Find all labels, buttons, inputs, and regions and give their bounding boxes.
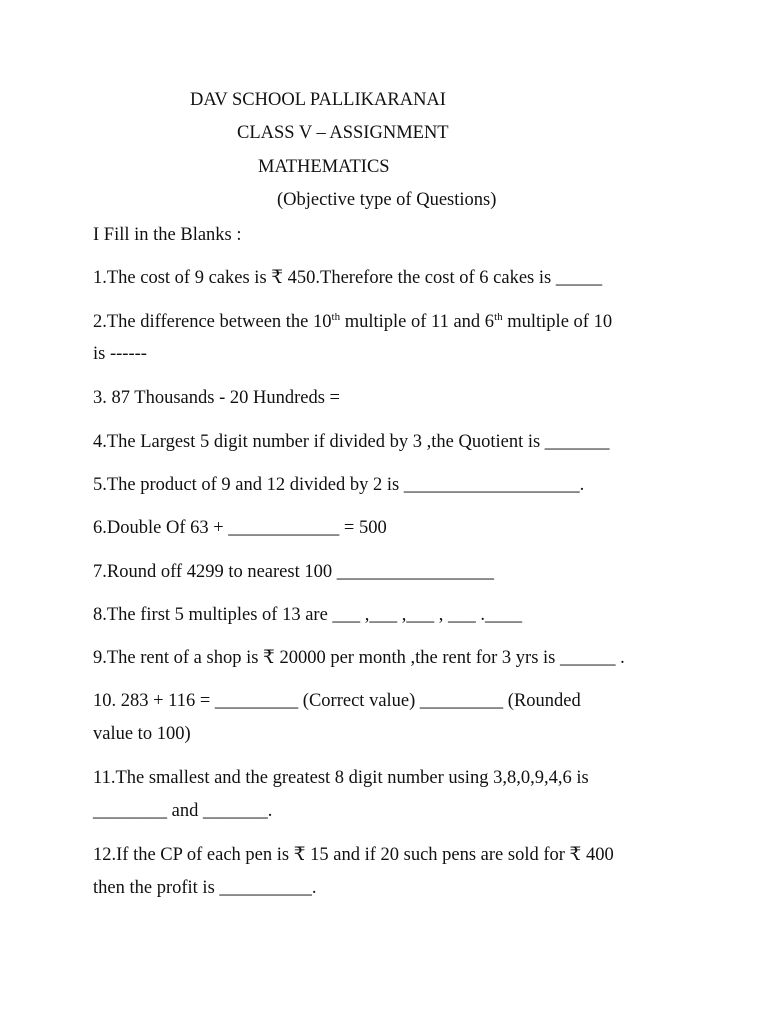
- section-title: I Fill in the Blanks :: [93, 225, 242, 245]
- question-12-line-1: 12.If the CP of each pen is ₹ 15 and if 20 such pens are sold for ₹ 400: [93, 845, 614, 865]
- question-2-sup-b: th: [494, 311, 503, 323]
- subject-title: MATHEMATICS: [258, 157, 390, 177]
- question-11-line-2: ________ and _______.: [93, 801, 273, 821]
- question-5: 5.The product of 9 and 12 divided by 2 is ___________________.: [93, 475, 585, 495]
- question-12-line-2: then the profit is __________.: [93, 878, 317, 898]
- question-type-subtitle: (Objective type of Questions): [277, 190, 497, 210]
- question-4: 4.The Largest 5 digit number if divided by 3 ,the Quotient is _______: [93, 432, 610, 452]
- question-2-sup-a: th: [331, 311, 341, 323]
- question-2-text-b: multiple of 11 and 6: [340, 312, 495, 332]
- question-7: 7.Round off 4299 to nearest 100 _________________: [93, 562, 494, 582]
- school-name: DAV SCHOOL PALLIKARANAI: [190, 90, 446, 110]
- class-assignment-title: CLASS V – ASSIGNMENT: [237, 123, 449, 143]
- question-1: 1.The cost of 9 cakes is ₹ 450.Therefore the cost of 6 cakes is _____: [93, 268, 603, 288]
- question-2-text-a: 2.The difference between the 10: [93, 312, 332, 332]
- question-2-line-1: [93, 311, 612, 333]
- question-2-line-2: is ------: [93, 344, 147, 364]
- question-9: 9.The rent of a shop is ₹ 20000 per month ,the rent for 3 yrs is ______ .: [93, 648, 625, 668]
- question-11-line-1: 11.The smallest and the greatest 8 digit number using 3,8,0,9,4,6 is: [93, 768, 589, 788]
- question-2-text-c: multiple of 10: [502, 312, 613, 332]
- question-10-line-1: 10. 283 + 116 = _________ (Correct value) _________ (Rounded: [93, 691, 581, 711]
- question-6: 6.Double Of 63 + ____________ = 500: [93, 518, 387, 538]
- question-8: 8.The first 5 multiples of 13 are ___ ,___ ,___ , ___ .____: [93, 605, 523, 625]
- question-10-line-2: value to 100): [93, 724, 191, 744]
- question-3: 3. 87 Thousands - 20 Hundreds =: [93, 388, 340, 408]
